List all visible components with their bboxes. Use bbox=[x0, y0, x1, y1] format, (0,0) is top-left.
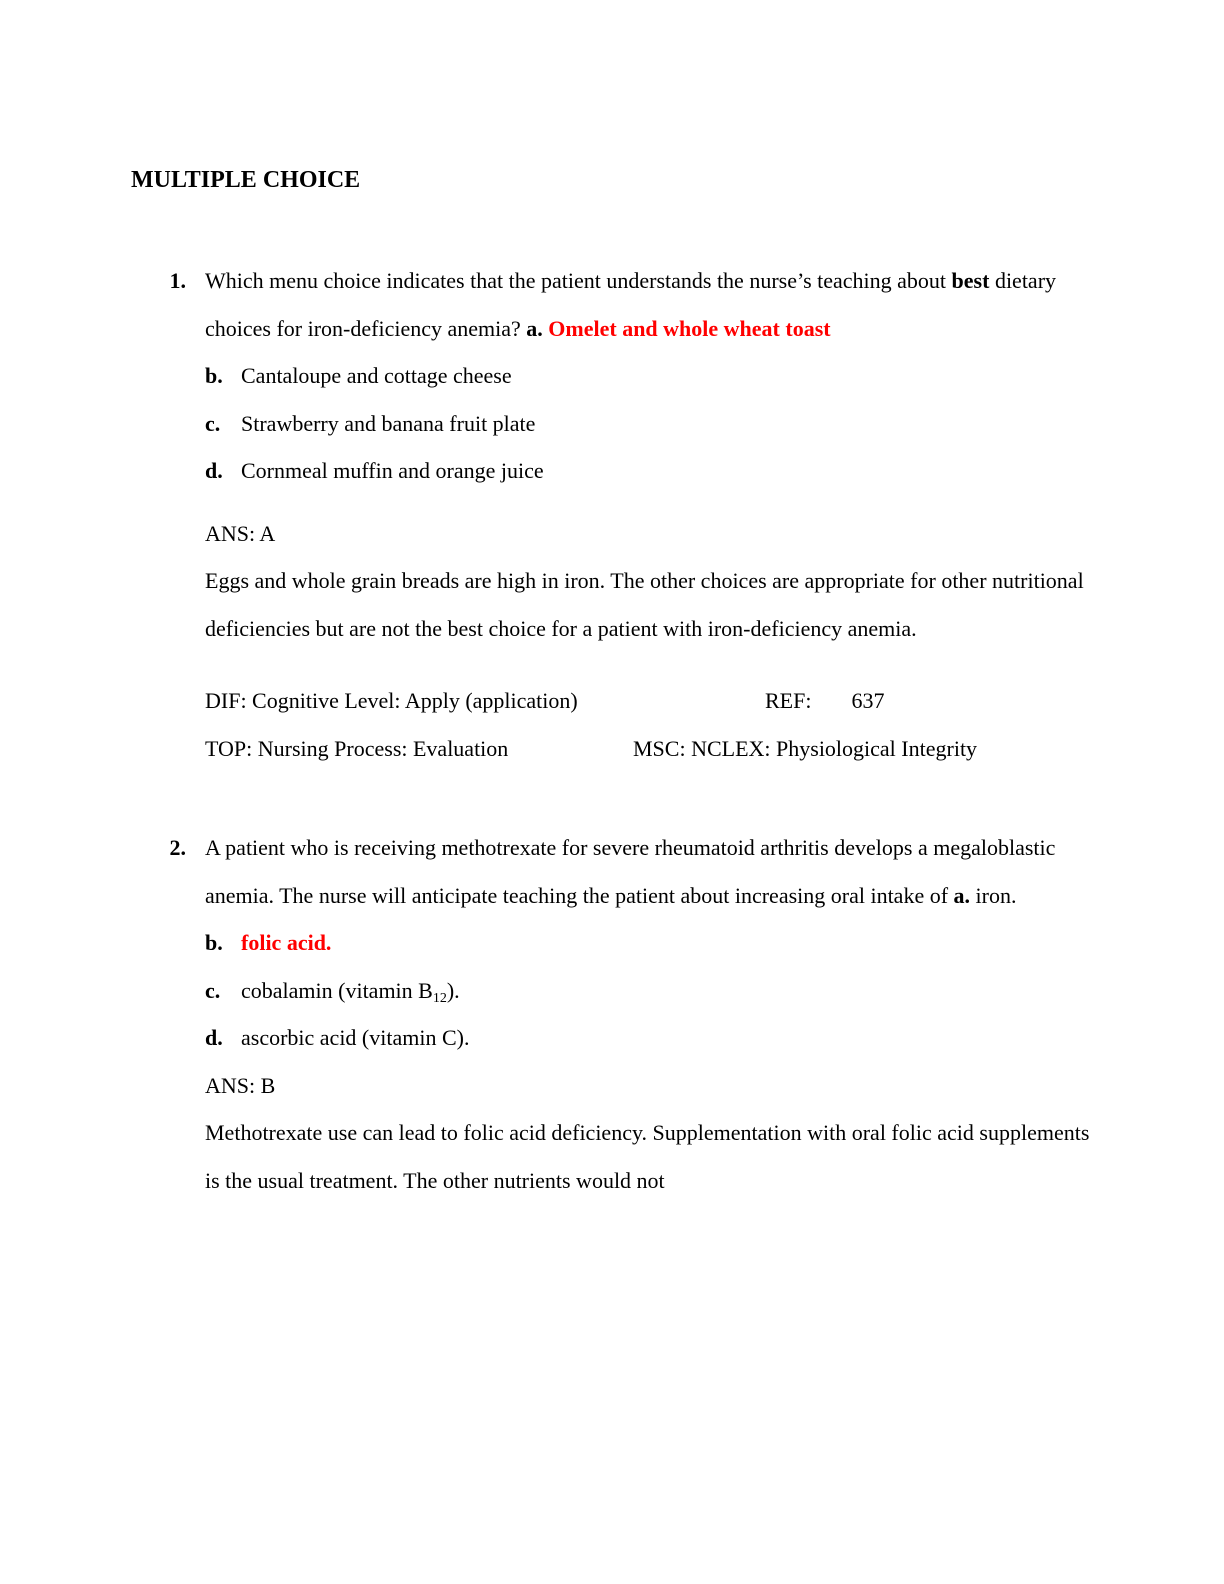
question-1-stem-text-cont: dietary choices for iron-deficiency anemia? bbox=[205, 268, 1057, 341]
question-2-option-b bbox=[205, 919, 1090, 967]
question-2-option-c-text-end: ). bbox=[446, 977, 460, 1003]
question-2-option-c-text bbox=[241, 967, 1090, 1015]
question-2-option-a-text: iron. bbox=[975, 882, 1017, 908]
question-1-ref-label: REF: bbox=[765, 688, 812, 713]
question-1-option-c-letter: c. bbox=[205, 410, 221, 436]
question-1-option-b-letter: b. bbox=[205, 363, 223, 388]
question-2 bbox=[131, 824, 1090, 1204]
question-1-option-d-text: Cornmeal muffin and orange juice bbox=[241, 458, 544, 483]
question-1-option-d bbox=[205, 447, 1090, 495]
question-1-option-c bbox=[205, 400, 1090, 448]
question-1-stem-emphasis: best bbox=[951, 268, 990, 293]
question-2-option-a-letter: a. bbox=[953, 882, 971, 908]
question-1-body bbox=[205, 257, 1090, 772]
question-1-number: 1. bbox=[169, 268, 186, 293]
question-1-stem-text: Which menu choice indicates that the patient understands the nurse’s teaching about bbox=[205, 268, 947, 293]
question-2-number: 2. bbox=[169, 835, 186, 860]
question-2-correct-answer: folic acid. bbox=[241, 930, 332, 955]
question-1-option-a-letter: a. bbox=[526, 315, 543, 341]
question-2-answer-line: ANS: B bbox=[205, 1072, 276, 1098]
question-2-option-c bbox=[205, 967, 1090, 1015]
question-2-stem-text: A patient who is receiving methotrexate for severe rheumatoid arthritis develops a megaloblastic anemia. The nurse will anticipate teaching the patient about increasing oral intake of bbox=[205, 835, 1056, 908]
question-1-msc: MSC: NCLEX: Physiological Integrity bbox=[633, 735, 978, 761]
question-1 bbox=[131, 257, 1090, 772]
question-2-stem bbox=[205, 824, 1090, 919]
question-1-rationale: Eggs and whole grain breads are high in iron. The other choices are appropriate for other nutritional deficiencies but are not the best choice for a patient with iron-deficiency anemia. bbox=[205, 568, 1084, 641]
question-1-top-msc-line bbox=[205, 725, 1090, 773]
question-2-option-c-letter: c. bbox=[205, 977, 221, 1003]
question-1-ref-value: 637 bbox=[851, 688, 885, 713]
question-2-option-d-text: ascorbic acid (vitamin C). bbox=[241, 1025, 470, 1050]
question-1-stem bbox=[205, 257, 1090, 352]
question-2-option-d-letter: d. bbox=[205, 1025, 223, 1050]
question-1-option-d-letter: d. bbox=[205, 458, 223, 483]
question-1-option-c-text: Strawberry and banana fruit plate bbox=[241, 410, 536, 436]
question-1-top: TOP: Nursing Process: Evaluation bbox=[205, 735, 509, 761]
question-1-correct-answer: Omelet and whole wheat toast bbox=[548, 315, 831, 341]
question-1-dif-ref-line bbox=[205, 677, 1090, 725]
question-1-option-b-text: Cantaloupe and cottage cheese bbox=[241, 363, 512, 388]
question-2-option-d bbox=[205, 1014, 1090, 1062]
question-2-option-c-text-main: cobalamin (vitamin B bbox=[241, 977, 433, 1003]
question-2-option-b-letter: b. bbox=[205, 930, 223, 955]
page-title: MULTIPLE CHOICE bbox=[131, 167, 361, 193]
question-1-metadata bbox=[205, 677, 1090, 772]
question-1-option-b bbox=[205, 352, 1090, 400]
question-2-rationale: Methotrexate use can lead to folic acid deficiency. Supplementation with oral folic acid supplements is the usual treatment. The other nutrients would not bbox=[205, 1120, 1090, 1193]
question-1-answer-line: ANS: A bbox=[205, 520, 276, 546]
vitamin-b12-subscript: 12 bbox=[432, 990, 447, 1006]
question-2-body bbox=[205, 824, 1090, 1204]
question-1-dif: DIF: Cognitive Level: Apply (application) bbox=[205, 688, 578, 713]
